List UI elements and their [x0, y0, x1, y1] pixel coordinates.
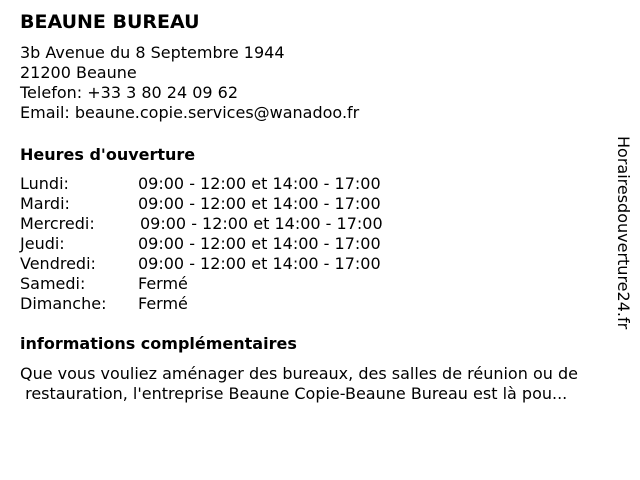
email-address: Email: beaune.copie.services@wanadoo.fr [20, 103, 360, 122]
site-watermark [613, 136, 633, 344]
hours-value: 09:00 - 12:00 et 14:00 - 17:00 [138, 254, 381, 273]
day-label: Dimanche: [20, 294, 107, 313]
hours-value: Fermé [138, 294, 188, 313]
additional-info-heading: informations complémentaires [20, 334, 297, 353]
hours-value: Fermé [138, 274, 188, 293]
hours-value: 09:00 - 12:00 et 14:00 - 17:00 [138, 194, 381, 213]
contact-block [20, 43, 359, 123]
business-name: BEAUNE BUREAU [20, 11, 200, 33]
description-line: restauration, l'entreprise Beaune Copie-Beaune Bureau est là pou... [20, 384, 568, 403]
day-label: Jeudi: [20, 234, 65, 253]
day-label: Lundi: [20, 174, 69, 193]
hours-value: 09:00 - 12:00 et 14:00 - 17:00 [140, 214, 383, 233]
opening-hours-heading: Heures d'ouverture [20, 145, 196, 164]
hours-value: 09:00 - 12:00 et 14:00 - 17:00 [138, 174, 381, 193]
day-label: Mercredi: [20, 214, 95, 233]
hours-value: 09:00 - 12:00 et 14:00 - 17:00 [138, 234, 381, 253]
day-label: Samedi: [20, 274, 86, 293]
day-label: Mardi: [20, 194, 70, 213]
watermark-text: Horairesdouverture24.fr [614, 136, 633, 330]
address-city: 21200 Beaune [20, 63, 137, 82]
address-street: 3b Avenue du 8 Septembre 1944 [20, 43, 285, 62]
day-label: Vendredi: [20, 254, 96, 273]
phone-number: Telefon: +33 3 80 24 09 62 [20, 83, 239, 102]
description-line: Que vous vouliez aménager des bureaux, des salles de réunion ou de [20, 364, 578, 383]
business-description [20, 364, 578, 404]
